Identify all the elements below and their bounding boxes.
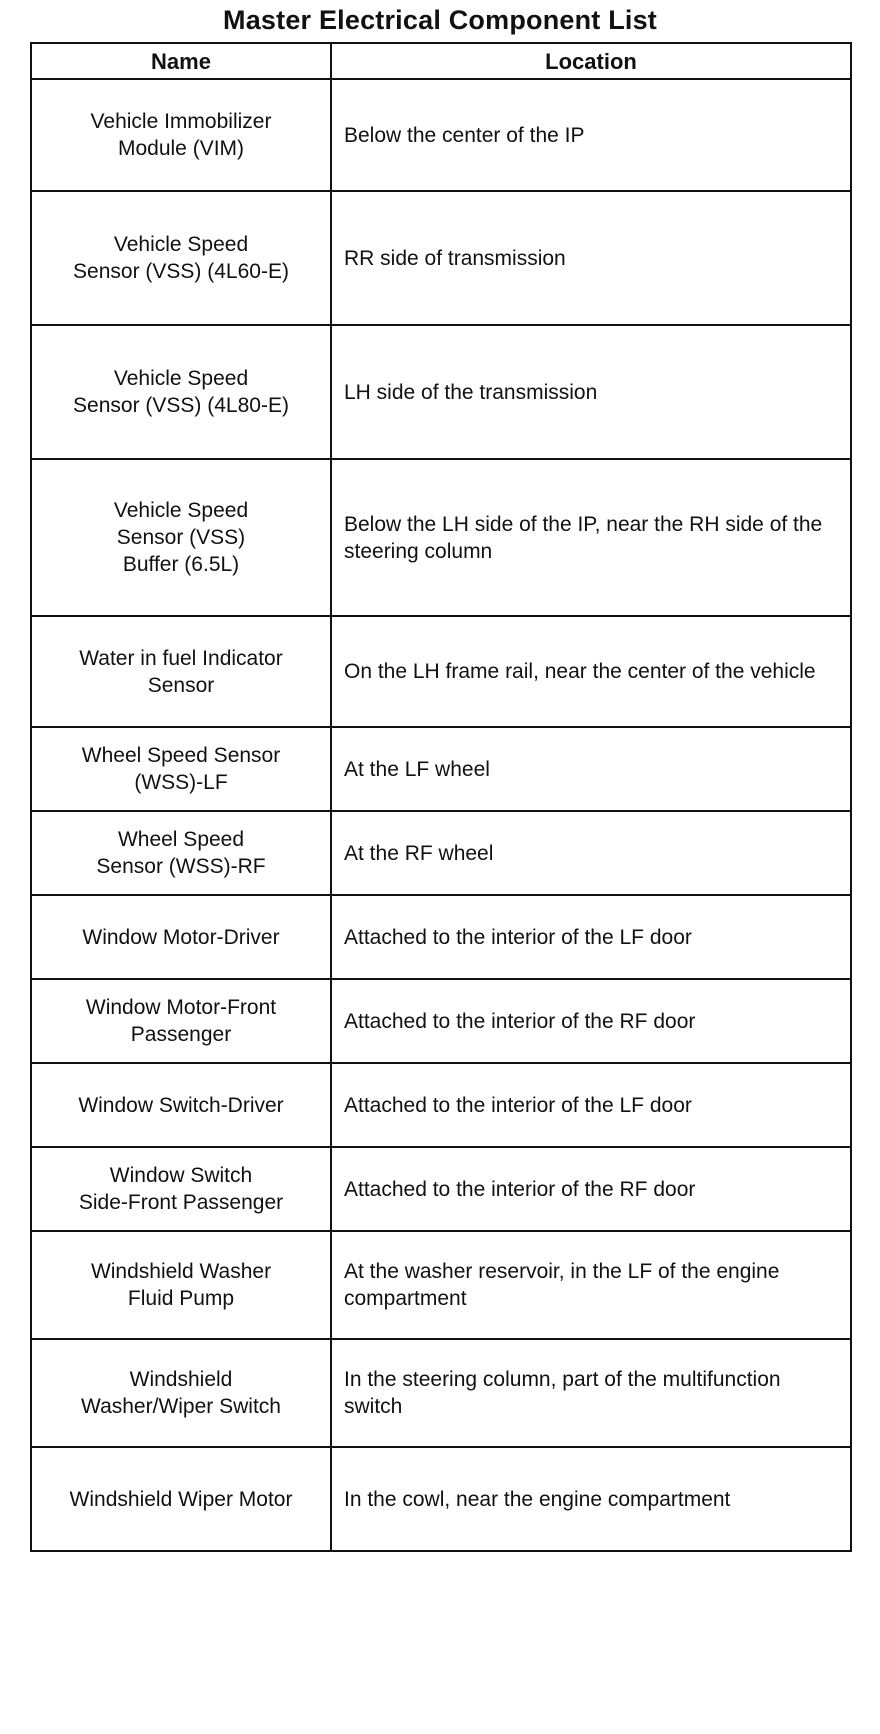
component-name: Window Motor-Driver: [31, 895, 331, 979]
component-name: Window Switch Side-Front Passenger: [31, 1147, 331, 1231]
component-name: Wheel Speed Sensor (WSS)-LF: [31, 727, 331, 811]
header-row: [31, 43, 851, 79]
component-location: Below the LH side of the IP, near the RH side of the steering column: [331, 459, 851, 616]
component-location: At the RF wheel: [331, 811, 851, 895]
component-name: Water in fuel Indicator Sensor: [31, 616, 331, 727]
table-row: [31, 459, 851, 616]
component-name: Windshield Wiper Motor: [31, 1447, 331, 1551]
component-location: Attached to the interior of the LF door: [331, 1063, 851, 1147]
component-location: In the steering column, part of the multifunction switch: [331, 1339, 851, 1447]
component-location: LH side of the transmission: [331, 325, 851, 459]
component-name: Vehicle Speed Sensor (VSS) (4L80-E): [31, 325, 331, 459]
component-name: Wheel Speed Sensor (WSS)-RF: [31, 811, 331, 895]
component-location: Attached to the interior of the RF door: [331, 979, 851, 1063]
component-name: Vehicle Immobilizer Module (VIM): [31, 79, 331, 191]
component-table: [30, 42, 852, 1552]
component-location: In the cowl, near the engine compartment: [331, 1447, 851, 1551]
table-row: [31, 727, 851, 811]
component-name: Window Motor-Front Passenger: [31, 979, 331, 1063]
table-row: [31, 1063, 851, 1147]
table-row: [31, 811, 851, 895]
document-page: [30, 0, 850, 1552]
table-row: [31, 79, 851, 191]
column-header-name: Name: [31, 43, 331, 79]
component-location: On the LH frame rail, near the center of the vehicle: [331, 616, 851, 727]
table-row: [31, 325, 851, 459]
component-location: Attached to the interior of the LF door: [331, 895, 851, 979]
component-location: RR side of transmission: [331, 191, 851, 325]
table-row: [31, 1339, 851, 1447]
component-location: Attached to the interior of the RF door: [331, 1147, 851, 1231]
table-row: [31, 895, 851, 979]
component-name: Window Switch-Driver: [31, 1063, 331, 1147]
component-name: Windshield Washer Fluid Pump: [31, 1231, 331, 1339]
column-header-location: Location: [331, 43, 851, 79]
component-name: Vehicle Speed Sensor (VSS) (4L60-E): [31, 191, 331, 325]
component-location: At the washer reservoir, in the LF of the engine compartment: [331, 1231, 851, 1339]
component-location: At the LF wheel: [331, 727, 851, 811]
component-name: Vehicle Speed Sensor (VSS) Buffer (6.5L): [31, 459, 331, 616]
table-title: Master Electrical Component List: [223, 5, 657, 35]
table-row: [31, 1447, 851, 1551]
table-row: [31, 1147, 851, 1231]
table-row: [31, 191, 851, 325]
table-row: [31, 1231, 851, 1339]
component-name: Windshield Washer/Wiper Switch: [31, 1339, 331, 1447]
table-row: [31, 616, 851, 727]
component-location: Below the center of the IP: [331, 79, 851, 191]
table-row: [31, 979, 851, 1063]
